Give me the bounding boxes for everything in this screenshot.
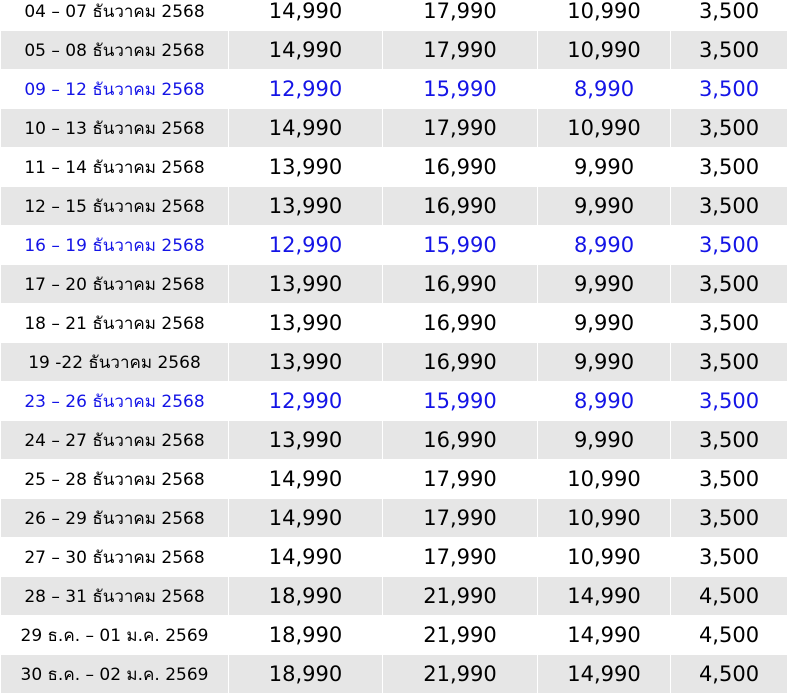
price-cell-4: 3,500: [671, 187, 787, 226]
price-cell-4: 3,500: [671, 538, 787, 577]
price-cell-1: 18,990: [229, 577, 383, 616]
price-cell-2: 16,990: [383, 304, 538, 343]
price-cell-1: 13,990: [229, 343, 383, 382]
price-cell-1: 14,990: [229, 31, 383, 70]
price-cell-3: 8,990: [538, 70, 671, 109]
price-cell-2: 17,990: [383, 31, 538, 70]
table-row: [1, 382, 787, 421]
price-cell-2: 21,990: [383, 577, 538, 616]
price-cell-3: 10,990: [538, 109, 671, 148]
price-cell-3: 8,990: [538, 382, 671, 421]
departure-date-cell: 24 – 27 ธันวาคม 2568: [1, 421, 229, 460]
table-row: [1, 109, 787, 148]
price-cell-4: 3,500: [671, 0, 787, 31]
price-cell-2: 21,990: [383, 616, 538, 655]
price-cell-2: 16,990: [383, 343, 538, 382]
price-cell-4: 4,500: [671, 616, 787, 655]
departure-date-cell: 16 – 19 ธันวาคม 2568: [1, 226, 229, 265]
price-cell-1: 14,990: [229, 460, 383, 499]
price-cell-1: 14,990: [229, 0, 383, 31]
departure-date-cell: 05 – 08 ธันวาคม 2568: [1, 31, 229, 70]
price-cell-3: 10,990: [538, 460, 671, 499]
price-cell-1: 13,990: [229, 265, 383, 304]
price-cell-2: 15,990: [383, 382, 538, 421]
price-cell-1: 13,990: [229, 187, 383, 226]
price-cell-2: 17,990: [383, 109, 538, 148]
price-cell-4: 3,500: [671, 31, 787, 70]
departure-date-cell: 30 ธ.ค. – 02 ม.ค. 2569: [1, 655, 229, 694]
departure-date-cell: 19 -22 ธันวาคม 2568: [1, 343, 229, 382]
price-cell-2: 17,990: [383, 538, 538, 577]
price-cell-1: 18,990: [229, 616, 383, 655]
price-cell-4: 3,500: [671, 148, 787, 187]
table-row: [1, 421, 787, 460]
departure-date-cell: 23 – 26 ธันวาคม 2568: [1, 382, 229, 421]
table-row: [1, 187, 787, 226]
price-cell-3: 10,990: [538, 538, 671, 577]
price-cell-4: 3,500: [671, 304, 787, 343]
price-cell-2: 17,990: [383, 499, 538, 538]
price-cell-3: 9,990: [538, 343, 671, 382]
price-cell-4: 4,500: [671, 577, 787, 616]
price-cell-1: 13,990: [229, 148, 383, 187]
price-cell-3: 9,990: [538, 421, 671, 460]
price-cell-4: 3,500: [671, 109, 787, 148]
price-cell-2: 15,990: [383, 226, 538, 265]
table-row: [1, 304, 787, 343]
price-cell-3: 10,990: [538, 499, 671, 538]
table-row: [1, 265, 787, 304]
table-row: [1, 148, 787, 187]
table-row: [1, 655, 787, 694]
departure-date-cell: 09 – 12 ธันวาคม 2568: [1, 70, 229, 109]
price-cell-3: 10,990: [538, 31, 671, 70]
price-cell-1: 12,990: [229, 382, 383, 421]
price-cell-3: 9,990: [538, 148, 671, 187]
price-cell-1: 12,990: [229, 226, 383, 265]
price-cell-3: 10,990: [538, 0, 671, 31]
price-cell-1: 13,990: [229, 421, 383, 460]
departure-date-cell: 12 – 15 ธันวาคม 2568: [1, 187, 229, 226]
price-cell-4: 4,500: [671, 655, 787, 694]
price-cell-2: 16,990: [383, 148, 538, 187]
table-row: [1, 31, 787, 70]
table-row: [1, 226, 787, 265]
price-cell-3: 14,990: [538, 616, 671, 655]
price-cell-2: 17,990: [383, 0, 538, 31]
departure-date-cell: 27 – 30 ธันวาคม 2568: [1, 538, 229, 577]
price-cell-2: 16,990: [383, 265, 538, 304]
departure-date-cell: 26 – 29 ธันวาคม 2568: [1, 499, 229, 538]
price-cell-2: 15,990: [383, 70, 538, 109]
price-cell-4: 3,500: [671, 499, 787, 538]
price-table-body: [1, 0, 787, 694]
departure-date-cell: 11 – 14 ธันวาคม 2568: [1, 148, 229, 187]
price-cell-3: 9,990: [538, 304, 671, 343]
table-row: [1, 460, 787, 499]
price-cell-4: 3,500: [671, 226, 787, 265]
price-cell-2: 21,990: [383, 655, 538, 694]
departure-date-cell: 18 – 21 ธันวาคม 2568: [1, 304, 229, 343]
table-row: [1, 70, 787, 109]
table-row: [1, 0, 787, 31]
price-cell-3: 9,990: [538, 265, 671, 304]
price-cell-2: 17,990: [383, 460, 538, 499]
departure-date-cell: 29 ธ.ค. – 01 ม.ค. 2569: [1, 616, 229, 655]
price-cell-3: 9,990: [538, 187, 671, 226]
price-cell-3: 14,990: [538, 655, 671, 694]
table-row: [1, 577, 787, 616]
departure-date-cell: 25 – 28 ธันวาคม 2568: [1, 460, 229, 499]
departure-date-cell: 04 – 07 ธันวาคม 2568: [1, 0, 229, 31]
price-cell-4: 3,500: [671, 382, 787, 421]
price-cell-2: 16,990: [383, 187, 538, 226]
price-cell-1: 14,990: [229, 109, 383, 148]
departure-date-cell: 17 – 20 ธันวาคม 2568: [1, 265, 229, 304]
price-cell-4: 3,500: [671, 70, 787, 109]
price-cell-2: 16,990: [383, 421, 538, 460]
price-cell-4: 3,500: [671, 460, 787, 499]
price-cell-4: 3,500: [671, 265, 787, 304]
table-row: [1, 538, 787, 577]
price-cell-1: 12,990: [229, 70, 383, 109]
table-row: [1, 343, 787, 382]
departure-date-cell: 10 – 13 ธันวาคม 2568: [1, 109, 229, 148]
price-cell-4: 3,500: [671, 421, 787, 460]
price-cell-1: 14,990: [229, 499, 383, 538]
price-cell-3: 14,990: [538, 577, 671, 616]
price-cell-1: 14,990: [229, 538, 383, 577]
price-cell-1: 18,990: [229, 655, 383, 694]
price-cell-4: 3,500: [671, 343, 787, 382]
table-row: [1, 499, 787, 538]
price-cell-1: 13,990: [229, 304, 383, 343]
table-row: [1, 616, 787, 655]
departure-date-cell: 28 – 31 ธันวาคม 2568: [1, 577, 229, 616]
price-cell-3: 8,990: [538, 226, 671, 265]
